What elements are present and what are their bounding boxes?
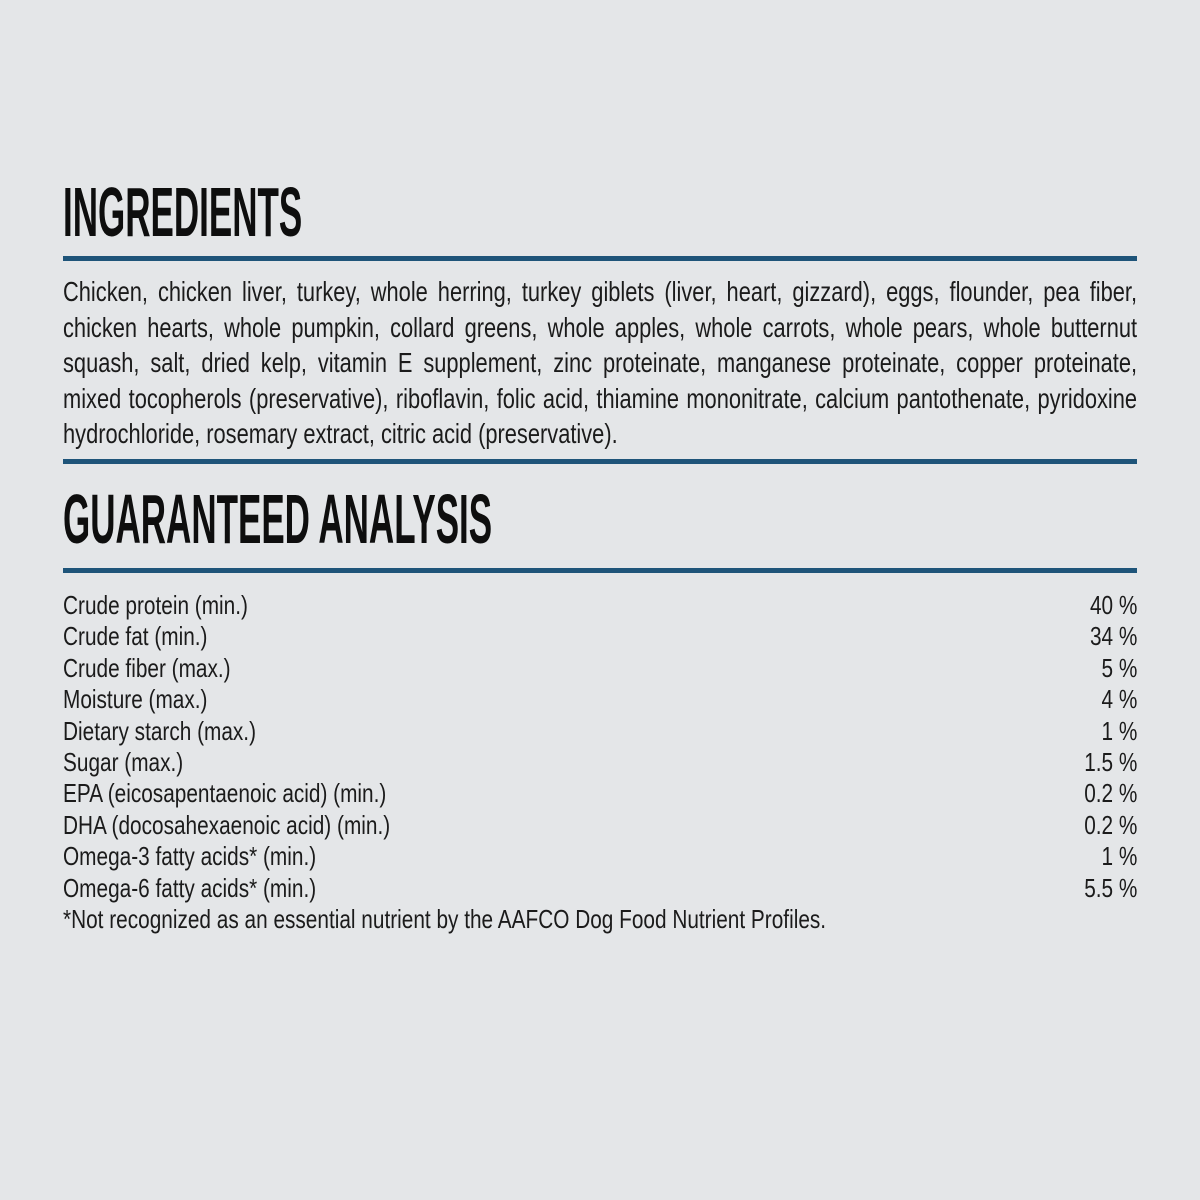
analysis-row xyxy=(63,747,1137,778)
analysis-row xyxy=(63,653,1137,684)
nutrient-label: Dietary starch (max.) xyxy=(63,715,257,746)
analysis-row xyxy=(63,716,1137,747)
ingredients-list-text: Chicken, chicken liver, turkey, whole herring, turkey giblets (liver, heart, gizzard), eggs, flounder, pea fiber, chicken hearts, whole pumpkin, collard greens, whole apples, whole carrots, whole pears, whole butternut squash, salt, dried kelp, vitamin E supplement, zinc proteinate, manganese proteinate, copper proteinate, mixed tocopherols (preservative), riboflavin, folic acid, thiamine mononitrate, calcium pantothenate, pyridoxine hydrochloride, rosemary extract, citric acid (preservative). xyxy=(63,276,1138,449)
ingredients-heading: INGREDIENTS xyxy=(63,173,303,251)
guaranteed-analysis-table xyxy=(63,590,1137,904)
guaranteed-analysis-block xyxy=(63,590,1137,935)
analysis-row xyxy=(63,684,1137,715)
divider-rule xyxy=(63,256,1137,261)
nutrient-value: 5.5 % xyxy=(1084,872,1138,903)
nutrient-label: Omega-6 fatty acids* (min.) xyxy=(63,872,317,903)
divider-rule xyxy=(63,568,1137,573)
nutrient-label: Sugar (max.) xyxy=(63,747,184,778)
nutrient-value: 1 % xyxy=(1101,841,1138,872)
nutrient-label: Crude fat (min.) xyxy=(63,621,208,652)
analysis-row xyxy=(63,621,1137,652)
nutrient-value: 0.2 % xyxy=(1084,809,1138,840)
nutrient-label: Crude fiber (max.) xyxy=(63,652,231,683)
analysis-row xyxy=(63,810,1137,841)
nutrient-value: 40 % xyxy=(1089,590,1138,620)
nutrient-label: DHA (docosahexaenoic acid) (min.) xyxy=(63,809,391,840)
nutrient-label: Moisture (max.) xyxy=(63,684,208,715)
guaranteed-analysis-heading: GUARANTEED ANALYSIS xyxy=(63,480,493,558)
analysis-row xyxy=(63,778,1137,809)
nutrient-label: Crude protein (min.) xyxy=(63,590,248,620)
nutrient-value: 0.2 % xyxy=(1084,778,1138,809)
analysis-row xyxy=(63,873,1137,904)
nutrient-label: Omega-3 fatty acids* (min.) xyxy=(63,841,317,872)
nutrient-value: 4 % xyxy=(1101,684,1138,715)
aafco-footnote: *Not recognized as an essential nutrient by the AAFCO Dog Food Nutrient Profiles. xyxy=(63,904,827,935)
nutrient-value: 34 % xyxy=(1089,621,1138,652)
nutrient-value: 1.5 % xyxy=(1084,747,1138,778)
analysis-row xyxy=(63,590,1137,621)
nutrient-value: 1 % xyxy=(1101,715,1138,746)
nutrient-label: EPA (eicosapentaenoic acid) (min.) xyxy=(63,778,387,809)
divider-rule xyxy=(63,459,1137,464)
analysis-row xyxy=(63,841,1137,872)
nutrient-value: 5 % xyxy=(1101,652,1138,683)
